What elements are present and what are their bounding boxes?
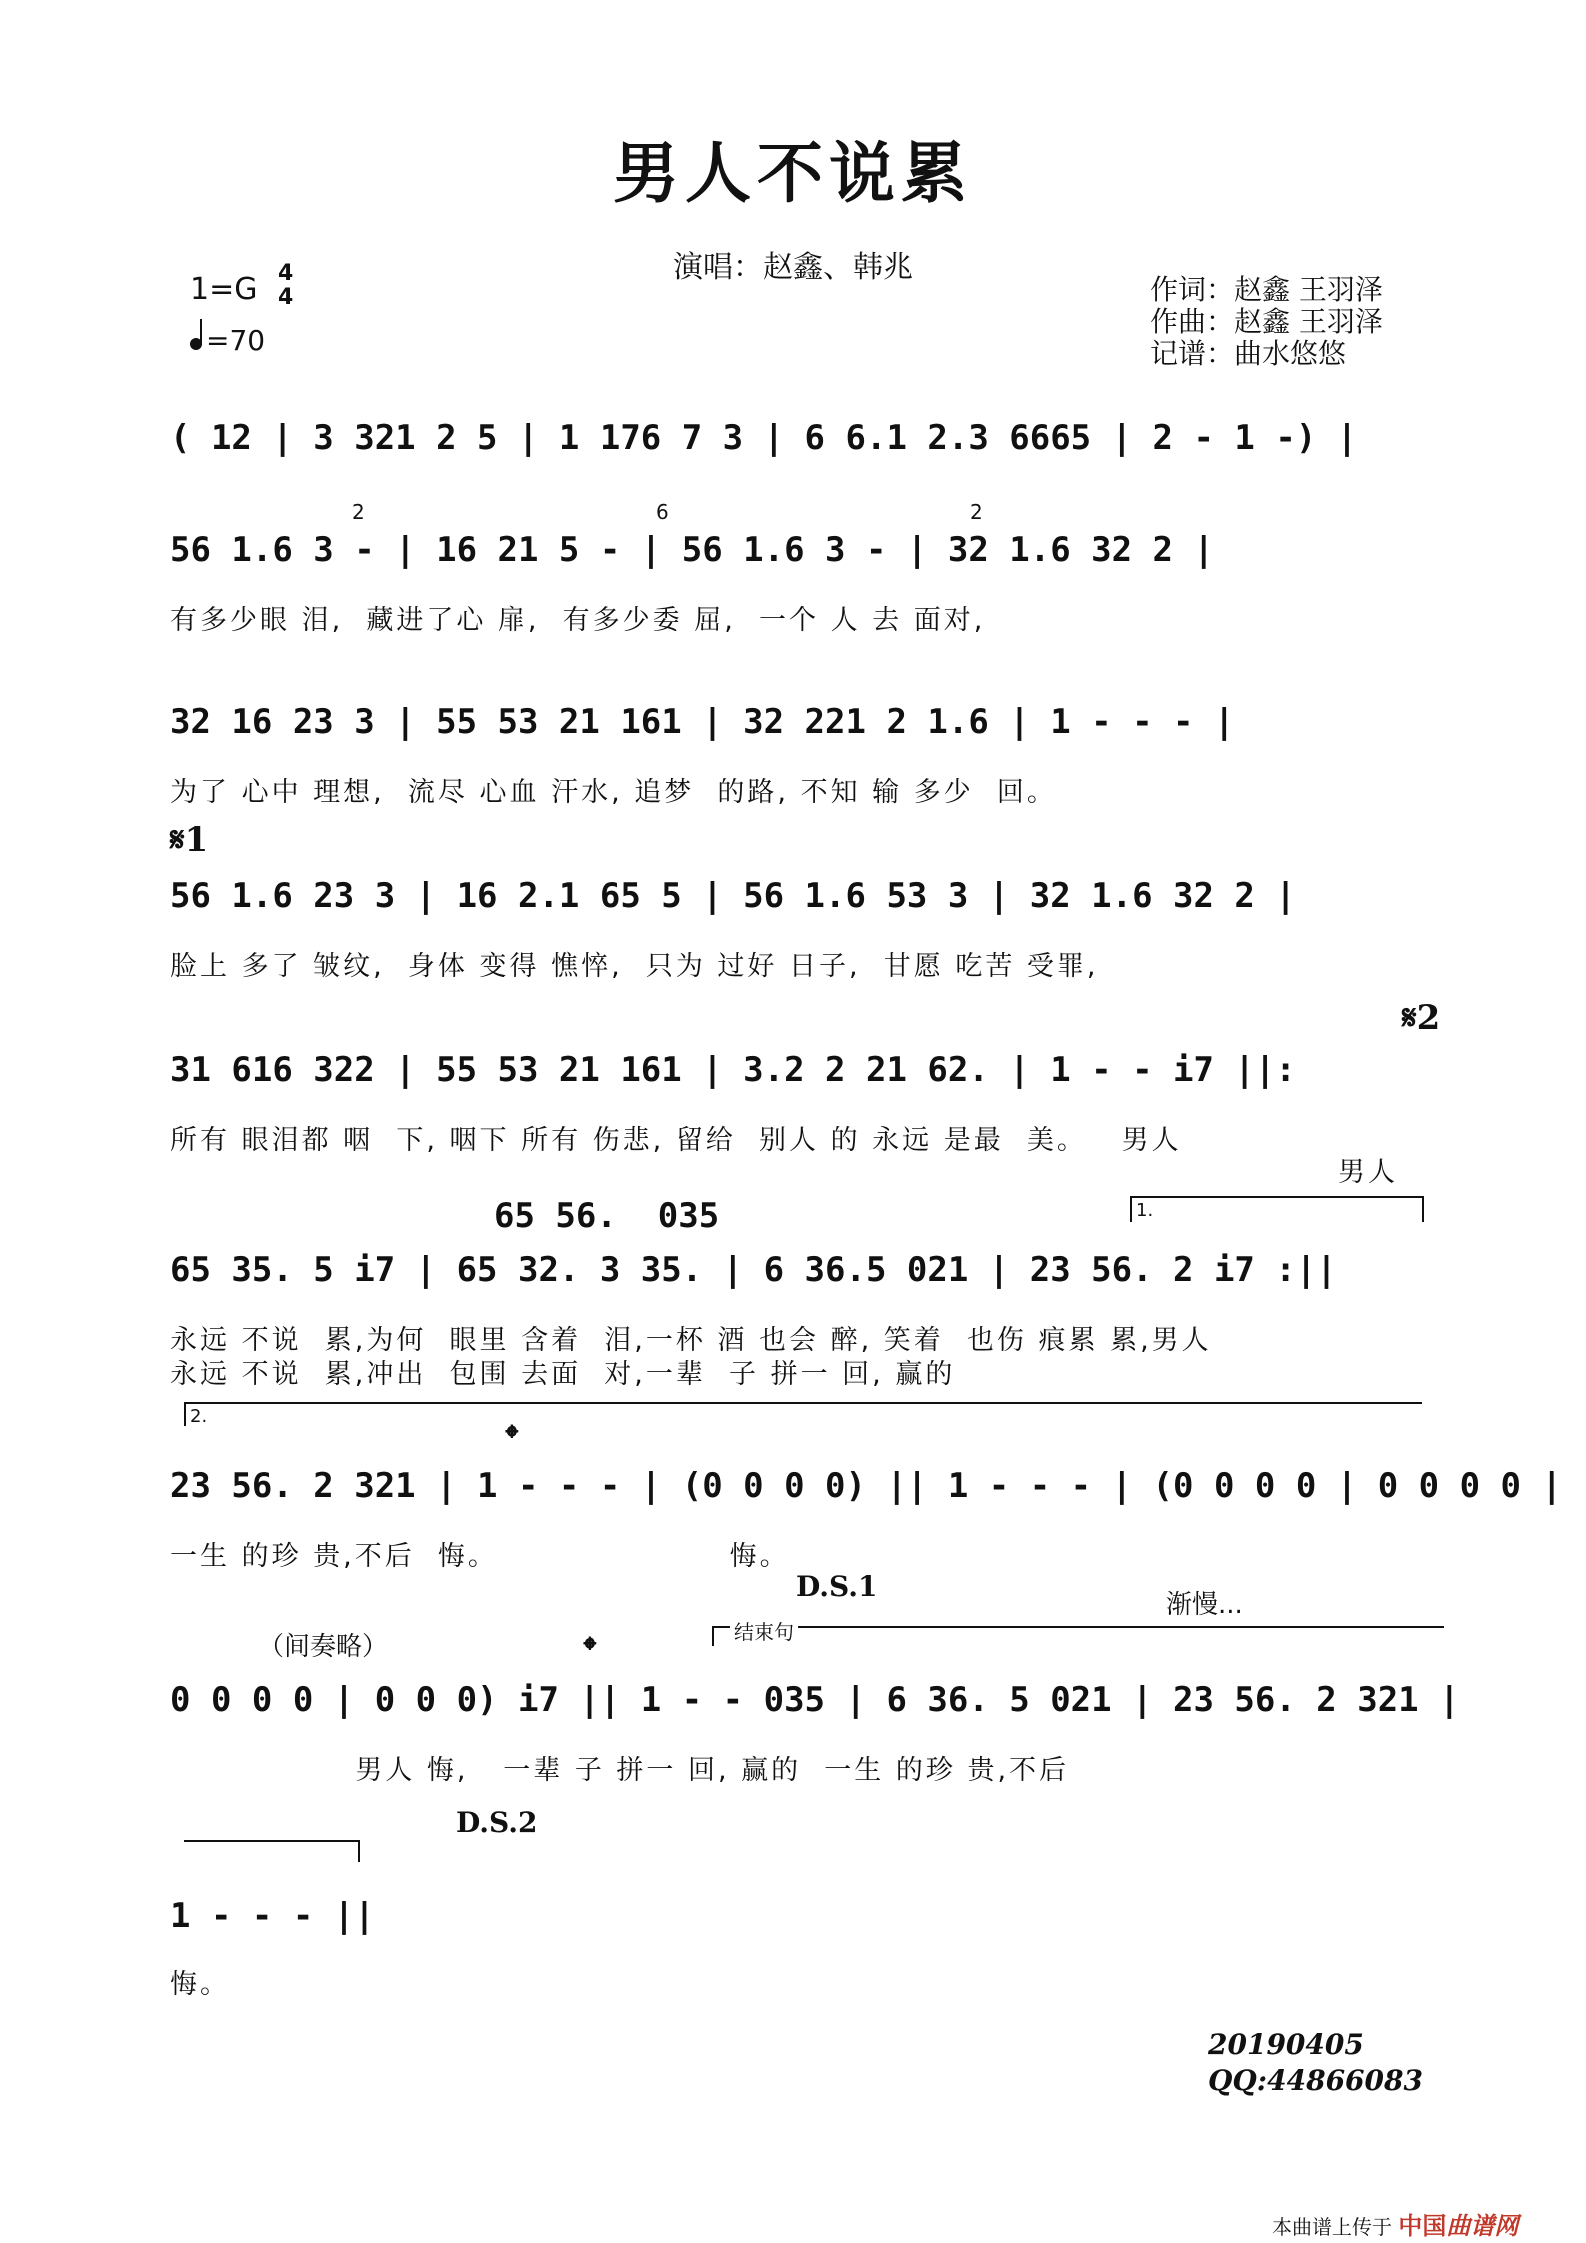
notation-row-1: ( 12 | 3 321 2 5 | 1 176 7 3 | 6 6.1 2.3 6665 | 2 - 1 -) | <box>170 418 1358 458</box>
segno-2-marker: 𝄋2 <box>1402 998 1441 1038</box>
lyrics-row-9: 悔。 <box>170 1969 230 2000</box>
volta-1-bracket <box>1130 1196 1424 1222</box>
lyrics-row-7: 一生 的珍 贵,不后 悔。 悔。 <box>170 1541 790 1572</box>
upload-text: 本曲谱上传于 <box>1272 2215 1392 2239</box>
tempo-marking <box>190 324 265 357</box>
site-brand-cn: 中国 <box>1398 2212 1447 2240</box>
time-signature-bottom: 4 <box>278 285 294 310</box>
grace-note-2: 6 <box>656 500 669 524</box>
song-title: 男人不说累 <box>613 135 973 212</box>
site-brand-net: 曲谱网 <box>1446 2212 1519 2240</box>
notation-row-9: 1 - - - || <box>170 1896 375 1936</box>
lyrics-row-5: 所有 眼泪都 咽 下, 咽下 所有 伤悲, 留给 别人 的 永远 是最 美。 男人 <box>170 1125 1182 1156</box>
tempo-value: =70 <box>206 324 266 357</box>
quarter-note-icon <box>190 338 202 350</box>
lyrics-row-4: 脸上 多了 皱纹, 身体 变得 憔悴, 只为 过好 日子, 甘愿 吃苦 受罪, <box>170 951 1099 982</box>
lyrics-row-6: 永远 不说 累,为何 眼里 含着 泪,一杯 酒 也会 醉, 笑着 也伤 痕累 累,男人 <box>170 1325 1212 1356</box>
volta-1-label: 1. <box>1136 1200 1154 1221</box>
grace-note-3: 2 <box>970 500 983 524</box>
lyrics-row-6-alt: 永远 不说 累,冲出 包围 去面 对,一辈 子 拼一 回, 赢的 <box>170 1359 956 1390</box>
notation-row-4: 56 1.6 23 3 | 16 2.1 65 5 | 56 1.6 53 3 | 32 1.6 32 2 | <box>170 876 1296 916</box>
notation-row-3: 32 16 23 3 | 55 53 21 161 | 32 221 2 1.6 | 1 - - - | <box>170 702 1235 742</box>
lyrics-row-3: 为了 心中 理想, 流尽 心血 汗水, 追梦 的路, 不知 输 多少 回。 <box>170 777 1057 808</box>
upper-voice-notes: 65 56. 035 <box>494 1196 720 1236</box>
lyrics-row-8: 男人 悔, 一辈 子 拼一 回, 赢的 一生 的珍 贵,不后 <box>170 1755 1070 1786</box>
lyrics-row-2: 有多少眼 泪, 藏进了心 扉, 有多少委 屈, 一个 人 去 面对, <box>170 605 986 636</box>
coda-marker-2: 𝄌 <box>584 1630 596 1670</box>
time-signature-top: 4 <box>278 261 294 286</box>
ds1-marker: D.S.1 <box>796 1570 878 1603</box>
lyricist-credit: 作词：赵鑫 王羽泽 <box>1150 273 1383 306</box>
coda-marker-1: 𝄌 <box>506 1418 518 1458</box>
transcription-date: 20190405 <box>1208 2028 1364 2061</box>
transcriber-qq: QQ:44866083 <box>1208 2064 1423 2097</box>
ending-bracket <box>712 1626 1444 1646</box>
singer-credit: 演唱：赵鑫、韩兆 <box>673 250 913 285</box>
notation-row-5: 31 616 322 | 55 53 21 161 | 3.2 2 21 62. | 1 - - i7 ||: <box>170 1050 1296 1090</box>
grace-note-1: 2 <box>352 500 365 524</box>
time-signature <box>278 262 293 310</box>
lyrics-row-5-alt: 男人 <box>1338 1157 1398 1188</box>
segno-1-marker: 𝄋1 <box>170 820 209 860</box>
ending-label: 结束句 <box>730 1616 798 1645</box>
upload-notice <box>1272 2206 1518 2241</box>
notation-row-8: 0 0 0 0 | 0 0 0) i7 || 1 - - 035 | 6 36. 5 021 | 23 56. 2 321 | <box>170 1680 1460 1720</box>
notation-row-7: 23 56. 2 321 | 1 - - - | (0 0 0 0) || 1 - - - | (0 0 0 0 | 0 0 0 0 | <box>170 1466 1562 1506</box>
composer-credit: 作曲：赵鑫 王羽泽 <box>1150 305 1383 338</box>
ritardando-marker: 渐慢... <box>1166 1590 1243 1620</box>
key-signature: 1=G <box>190 272 258 307</box>
volta-2-bracket <box>184 1402 1422 1426</box>
notation-row-6: 65 35. 5 i7 | 65 32. 3 35. | 6 36.5 021 | 23 56. 2 i7 :|| <box>170 1250 1337 1290</box>
ds2-marker: D.S.2 <box>456 1806 538 1839</box>
final-bracket <box>184 1840 360 1862</box>
interlude-note: （间奏略） <box>258 1632 389 1662</box>
volta-2-label: 2. <box>190 1406 208 1427</box>
notation-row-2: 56 1.6 3 - | 16 21 5 - | 56 1.6 3 - | 32 1.6 32 2 | <box>170 530 1214 570</box>
transcriber-credit: 记谱：曲水悠悠 <box>1150 337 1347 370</box>
